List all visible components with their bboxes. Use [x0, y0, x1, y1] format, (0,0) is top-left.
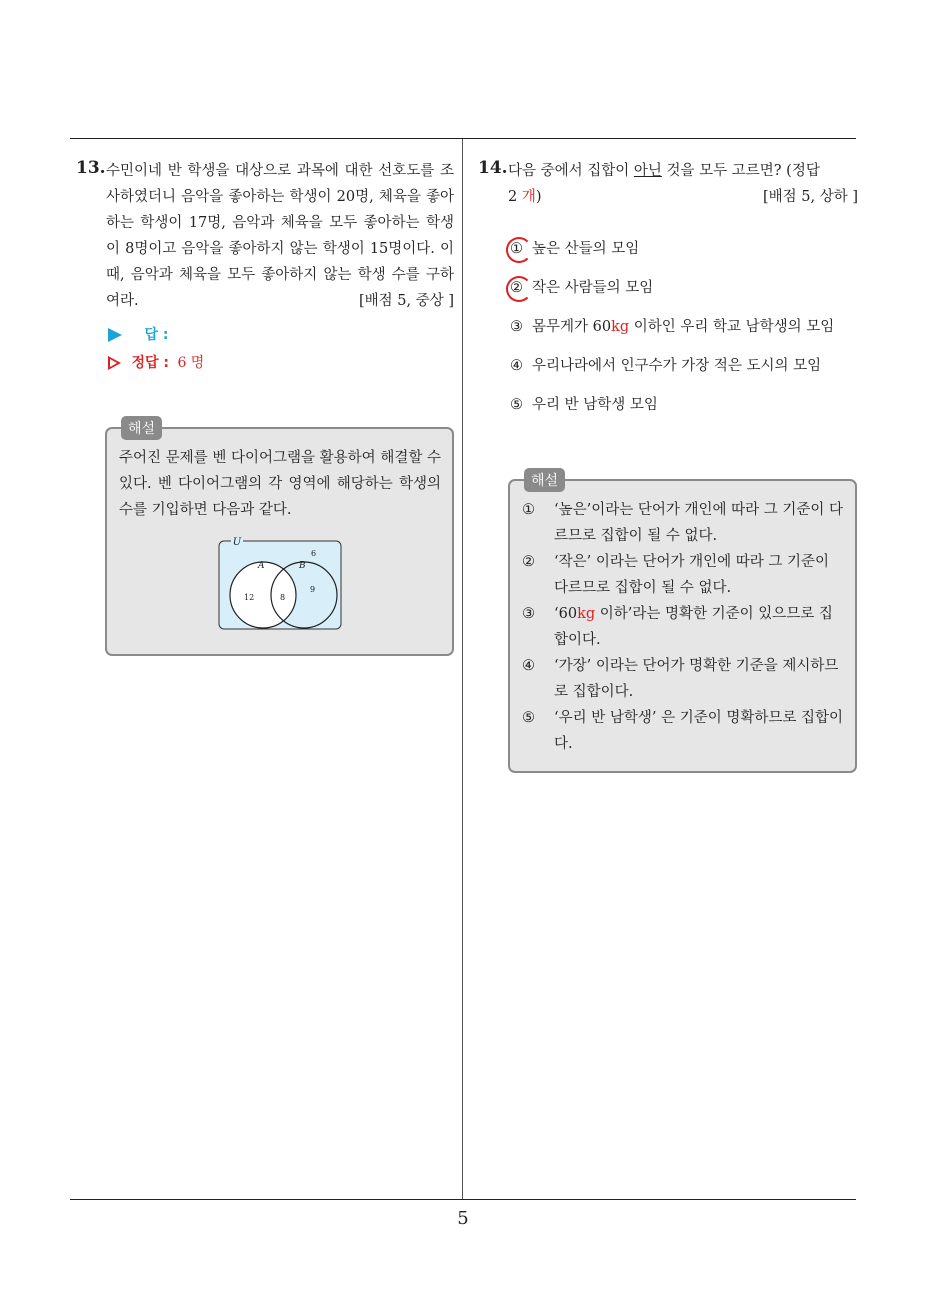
explanation-tag: 해설 — [121, 416, 162, 440]
choice-text: 몸무게가 60 — [532, 319, 612, 335]
explanation-text: ‘작은’ 이라는 단어가 개인에 따라 그 기준이 다르므로 집합이 될 수 없다. — [554, 554, 829, 596]
explanation-item — [522, 705, 844, 757]
final-answer-label: 정답 : — [131, 355, 169, 371]
final-answer-value: 6 명 — [177, 355, 205, 371]
question-13 — [76, 158, 454, 314]
choice-number: ① — [510, 241, 523, 257]
answer-label: 답 : — [144, 327, 169, 343]
venn-label-b: B — [299, 561, 306, 571]
question-text — [106, 158, 454, 314]
explanation-list — [522, 497, 844, 757]
choice-text-rest: 이하인 우리 학교 남학생의 모임 — [629, 319, 835, 335]
question-number: 13. — [76, 158, 106, 178]
choice-number: ⑤ — [510, 397, 523, 413]
explanation-text: ‘가장’ 이라는 단어가 명확한 기준을 제시하므로 집합이다. — [554, 658, 839, 700]
choice-text: 우리나라에서 인구수가 가장 적은 도시의 모임 — [532, 358, 822, 374]
answer-count-unit: 개 — [521, 189, 536, 205]
top-rule — [70, 138, 856, 139]
choice-4[interactable] — [510, 353, 860, 392]
venn-only-b-value: 9 — [310, 585, 316, 594]
choice-text: 높은 산들의 모임 — [532, 241, 640, 257]
choice-number: ③ — [510, 319, 523, 335]
venn-label-u: U — [232, 537, 242, 548]
close-paren: ) — [535, 189, 542, 205]
explanation-tag: 해설 — [524, 468, 565, 492]
explanation-number: ② — [522, 554, 535, 570]
explanation-number: ① — [522, 502, 535, 518]
venn-only-a-value: 12 — [244, 593, 255, 602]
question-text-after: 것을 모두 고르면? (정답 — [661, 163, 820, 179]
bottom-rule — [70, 1199, 856, 1200]
choice-2[interactable] — [510, 275, 860, 314]
explanation-box-13 — [105, 421, 454, 656]
choice-number: ④ — [510, 358, 523, 374]
page-number: 5 — [457, 1208, 469, 1229]
question-emphasis: 아닌 — [633, 163, 662, 179]
explanation-item — [522, 549, 844, 601]
choice-5[interactable] — [510, 392, 860, 431]
choice-text: 우리 반 남학생 모임 — [532, 397, 658, 413]
explanation-text: 주어진 문제를 벤 다이어그램을 활용하여 해결할 수 있다. 벤 다이어그램의 각 영역에 해당하는 학생의 수를 기입하면 다음과 같다. — [119, 450, 441, 518]
selected-mark-icon — [506, 276, 532, 302]
answer-arrow-icon — [108, 328, 122, 342]
question-text — [508, 158, 858, 210]
choice-number: ② — [510, 280, 523, 296]
score-info: [배점 5, 상하 ] — [762, 189, 858, 205]
explanation-item — [522, 497, 844, 549]
final-answer-arrow-icon — [108, 356, 121, 370]
choice-text: 작은 사람들의 모임 — [532, 280, 654, 296]
choice-unit: kg — [611, 319, 630, 335]
explanation-text: ‘60 — [554, 606, 578, 622]
explanation-item — [522, 653, 844, 705]
venn-diagram — [217, 537, 345, 633]
column-divider — [462, 139, 463, 1199]
answer-count-number: 2 — [508, 189, 518, 205]
question-body: 수민이네 반 학생을 대상으로 과목에 대한 선호도를 조사하였더니 음악을 좋아하는 학생이 20명, 체육을 좋아하는 학생이 17명, 음악과 체육을 모두 좋아하는 학생이 8명이고 음악을 좋아하지 않는 학생이 15명이다. 이때, 음악과 체육을 모두 좋아하지 않는 학생 수를 구하여라. — [106, 163, 454, 309]
explanation-text: ‘우리 반 남학생’ 은 기준이 명확하므로 집합이다. — [554, 710, 843, 752]
explanation-text-rest: 이하’라는 명확한 기준이 있으므로 집합이다. — [554, 606, 833, 648]
venn-label-a: A — [258, 561, 265, 571]
question-text-before: 다음 중에서 집합이 — [508, 163, 634, 179]
explanation-text: ‘높은’이라는 단어가 개인에 따라 그 기준이 다르므로 집합이 될 수 없다. — [554, 502, 843, 544]
explanation-item — [522, 601, 844, 653]
choice-list — [510, 236, 860, 431]
choice-1[interactable] — [510, 236, 860, 275]
question-number: 14. — [478, 158, 508, 178]
venn-intersection-value: 8 — [280, 593, 286, 602]
question-14 — [478, 158, 858, 210]
selected-mark-icon — [506, 237, 532, 263]
explanation-number: ⑤ — [522, 710, 535, 726]
final-answer-row — [108, 352, 204, 372]
explanation-box-14 — [508, 473, 857, 773]
explanation-number: ④ — [522, 658, 535, 674]
score-info: [배점 5, 중상 ] — [358, 293, 454, 309]
answer-row — [108, 324, 168, 344]
explanation-unit: kg — [577, 606, 596, 622]
choice-3[interactable] — [510, 314, 860, 353]
explanation-number: ③ — [522, 606, 535, 622]
venn-outside-value: 6 — [311, 549, 317, 558]
